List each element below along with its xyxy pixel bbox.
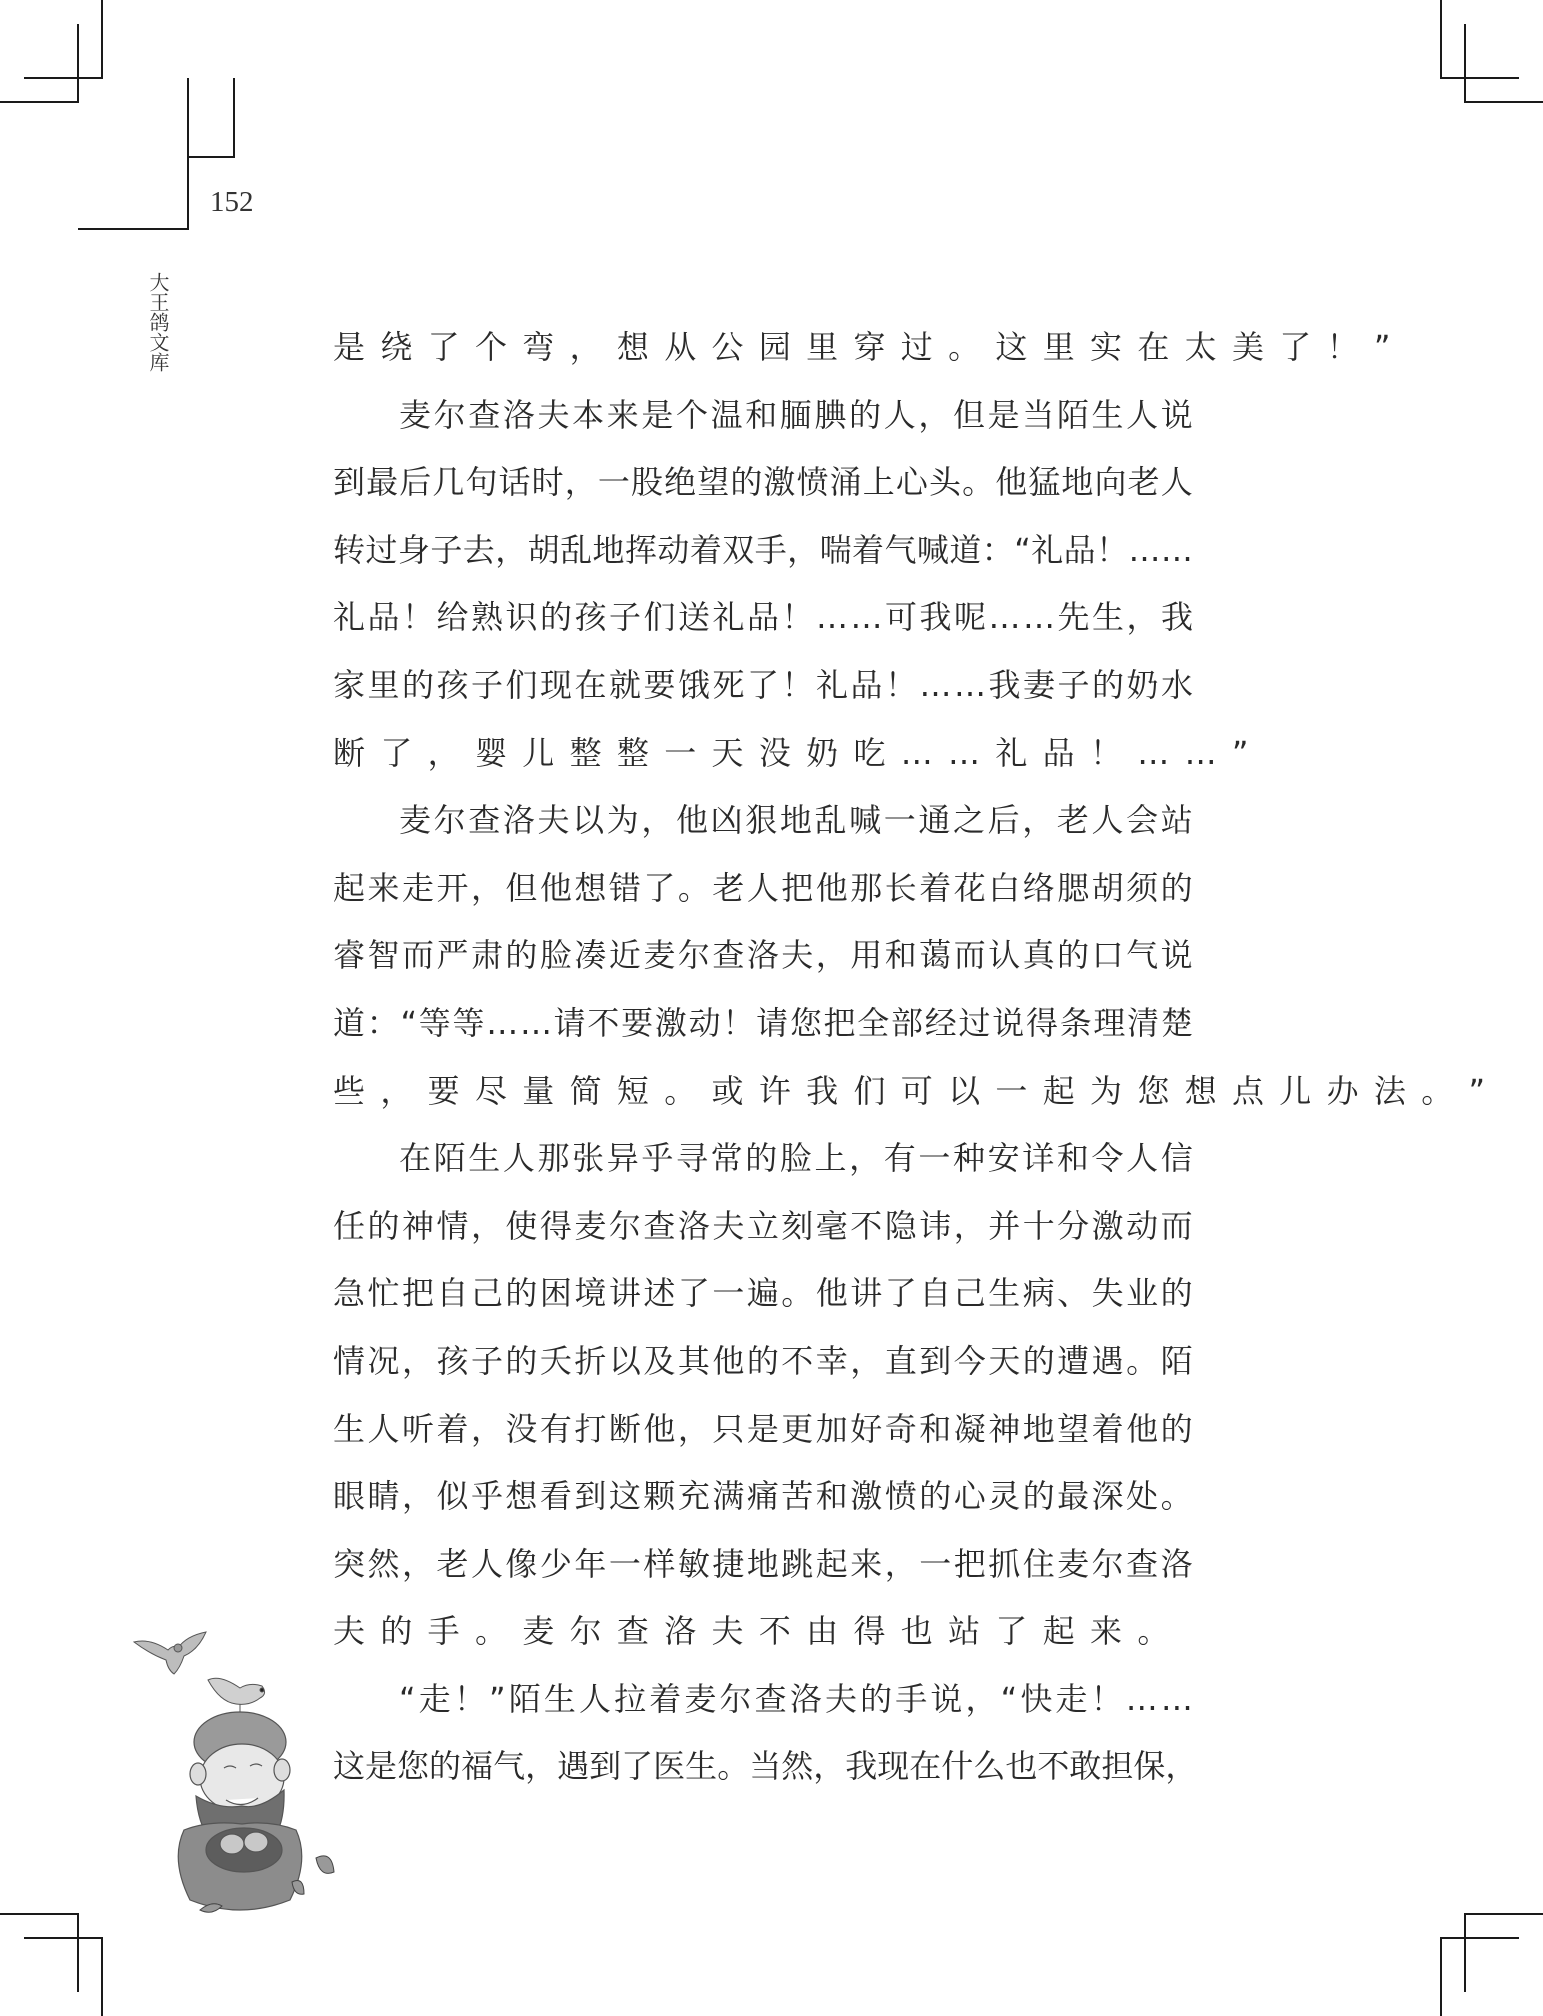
text-line: 这 是 您 的 福 气 ， 遇 到 了 医 生 。 当 然 ， 我 现 在 什 么 也 不 敢 担 保 ， xyxy=(333,1747,1198,1786)
text-line: “ 走 ！ ” 陌 生 人 拉 着 麦 尔 查 洛 夫 的 手 说 ， “ 快 走 ！ … … xyxy=(399,1679,1193,1718)
man-figure xyxy=(178,1712,302,1910)
crop-mark xyxy=(1440,1937,1519,1939)
text-line: 麦 尔 查 洛 夫 以 为 ， 他 凶 狠 地 乱 喊 一 通 之 后 ， 老 人 会 站 xyxy=(399,801,1193,840)
page-corner-mark xyxy=(187,78,189,230)
crop-mark xyxy=(1440,1937,1442,2016)
body-text xyxy=(333,322,1486,1809)
crop-mark xyxy=(77,1913,79,1992)
text-line: 是 绕 了 个 弯 ， 想 从 公 园 里 穿 过 。 这 里 实 在 太 美 了 ！ ” xyxy=(333,328,1391,366)
page-corner-mark xyxy=(233,78,235,158)
text-line: 礼 品 ！ 给 熟 识 的 孩 子 们 送 礼 品 ！ … … 可 我 呢 … … 先 生 ， 我 xyxy=(333,598,1193,637)
crop-mark xyxy=(0,1913,79,1915)
illustration xyxy=(120,1610,360,1940)
page-number: 152 xyxy=(210,186,254,218)
text-line: 起 来 走 开 ， 但 他 想 错 了 。 老 人 把 他 那 长 着 花 白 络 腮 胡 须 的 xyxy=(333,868,1193,907)
text-line: 到 最 后 几 句 话 时 ， 一 股 绝 望 的 激 愤 涌 上 心 头 。 他 猛 地 向 老 人 xyxy=(333,463,1193,502)
crop-mark xyxy=(24,77,103,79)
text-line: 眼 睛 ， 似 乎 想 看 到 这 颗 充 满 痛 苦 和 激 愤 的 心 灵 的 最 深 处 。 xyxy=(333,1477,1193,1516)
text-line: 家 里 的 孩 子 们 现 在 就 要 饿 死 了 ！ 礼 品 ！ … … 我 妻 子 的 奶 水 xyxy=(333,665,1193,704)
text-line: 在 陌 生 人 那 张 异 乎 寻 常 的 脸 上 ， 有 一 种 安 详 和 令 人 信 xyxy=(399,1139,1193,1178)
crop-mark xyxy=(1464,1913,1543,1915)
crop-mark xyxy=(24,1937,103,1939)
text-line: 夫 的 手 。 麦 尔 查 洛 夫 不 由 得 也 站 了 起 来 。 xyxy=(333,1612,1170,1651)
text-line: 睿 智 而 严 肃 的 脸 凑 近 麦 尔 查 洛 夫 ， 用 和 蔼 而 认 真 的 口 气 说 xyxy=(333,936,1193,975)
text-line: 情 况 ， 孩 子 的 夭 折 以 及 其 他 的 不 幸 ， 直 到 今 天 的 遭 遇 。 陌 xyxy=(333,1341,1193,1380)
text-line: 转 过 身 子 去 ， 胡 乱 地 挥 动 着 双 手 ， 喘 着 气 喊 道 ： “ 礼 品 ！ … … xyxy=(333,530,1193,569)
text-line: 断 了 ， 婴 儿 整 整 一 天 没 奶 吃 … … 礼 品 ！ … … ” xyxy=(333,733,1249,772)
crop-mark xyxy=(101,0,103,79)
page-corner-mark xyxy=(78,228,189,230)
crop-mark xyxy=(1440,77,1519,79)
crop-mark xyxy=(1464,1913,1466,1992)
text-line: 生 人 听 着 ， 没 有 打 断 他 ， 只 是 更 加 好 奇 和 凝 神 地 望 着 他 的 xyxy=(333,1409,1193,1448)
crop-mark xyxy=(1464,24,1466,103)
text-line: 麦 尔 查 洛 夫 本 来 是 个 温 和 腼 腆 的 人 ， 但 是 当 陌 生 人 说 xyxy=(399,395,1193,434)
text-line: 些 ， 要 尽 量 简 短 。 或 许 我 们 可 以 一 起 为 您 想 点 儿 办 法 。 ” xyxy=(333,1071,1486,1110)
page-corner-mark xyxy=(188,156,235,158)
text-line: 急 忙 把 自 己 的 困 境 讲 述 了 一 遍 。 他 讲 了 自 己 生 病 、 失 业 的 xyxy=(333,1274,1193,1313)
crop-mark xyxy=(77,24,79,103)
crop-mark xyxy=(1464,101,1543,103)
crop-mark xyxy=(0,101,79,103)
flying-bird-icon xyxy=(134,1632,206,1674)
text-line: 突 然 ， 老 人 像 少 年 一 样 敏 捷 地 跳 起 来 ， 一 把 抓 住 麦 尔 查 洛 xyxy=(333,1544,1193,1583)
crop-mark xyxy=(101,1937,103,2016)
running-head: 大王鸽文库 xyxy=(146,272,170,372)
text-line: 道 ： “ 等 等 … … 请 不 要 激 动 ！ 请 您 把 全 部 经 过 说 得 条 理 清 楚 xyxy=(333,1003,1193,1042)
text-line: 任 的 神 情 ， 使 得 麦 尔 查 洛 夫 立 刻 毫 不 隐 讳 ， 并 十 分 激 动 而 xyxy=(333,1206,1193,1245)
crop-mark xyxy=(1440,0,1442,79)
